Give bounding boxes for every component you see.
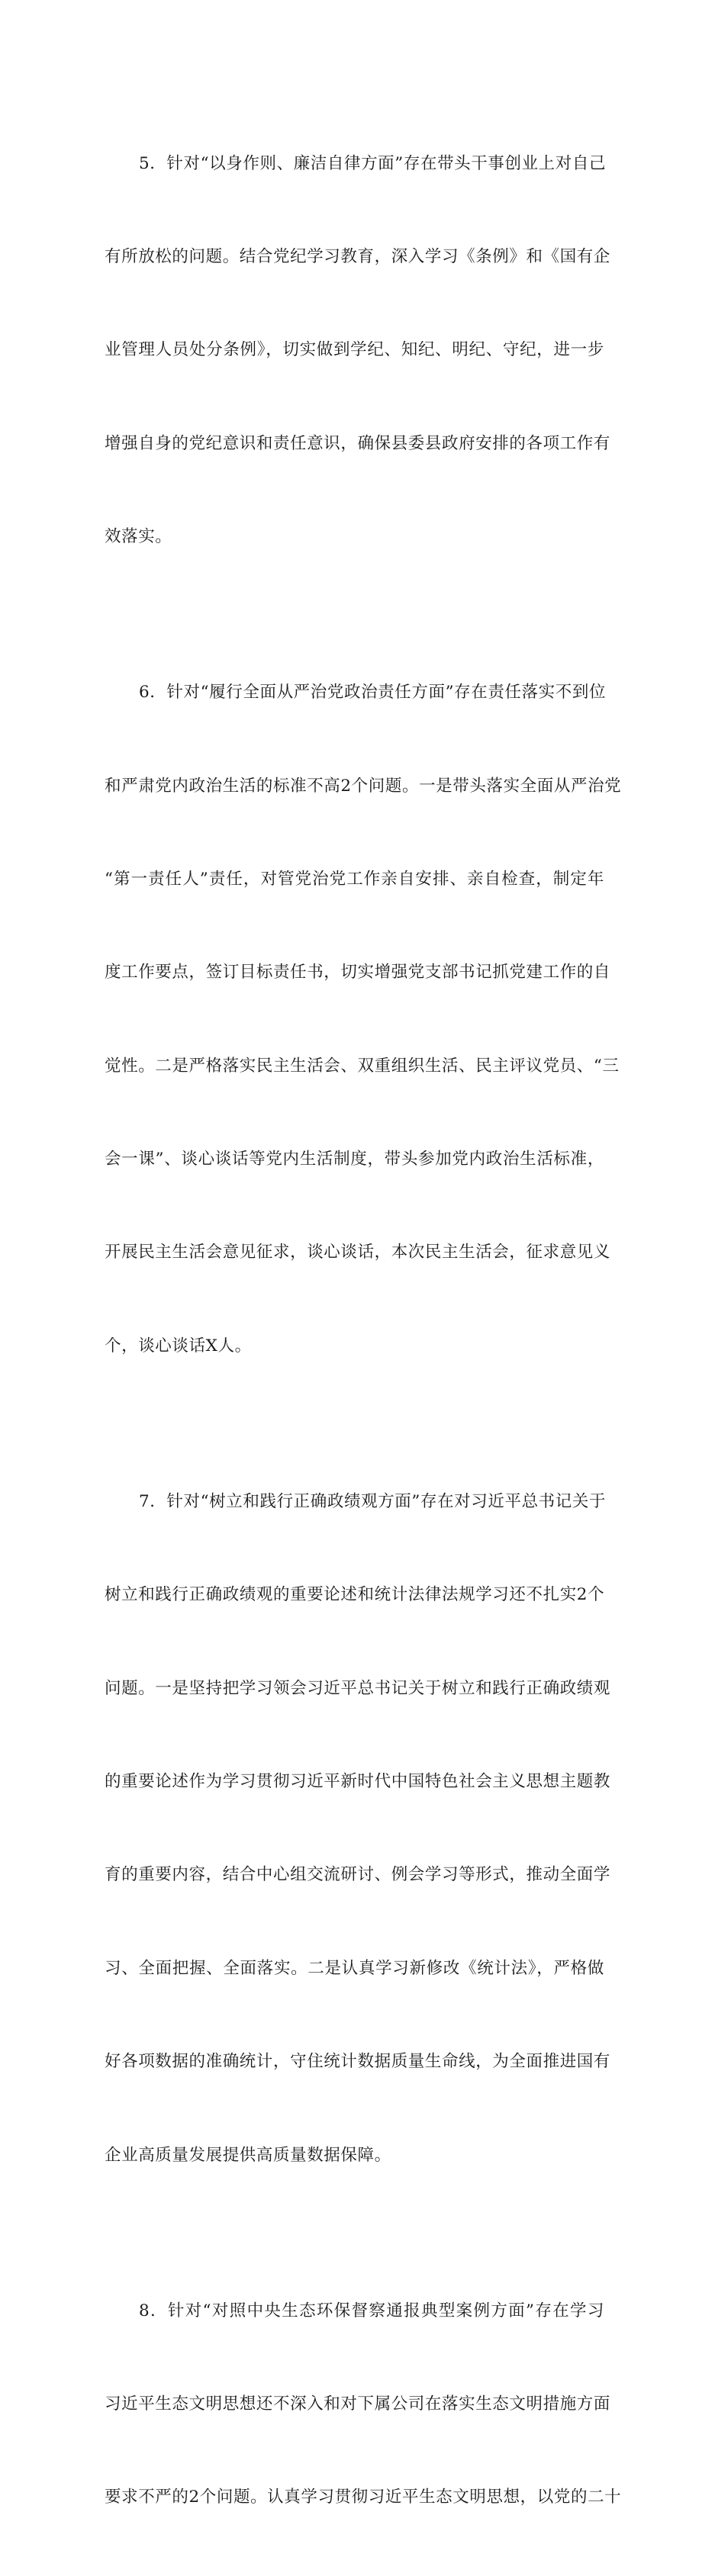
paragraph-item-7 [105,1424,611,2233]
text-line: 企业高质量发展提供高质量数据保障。 [105,2145,391,2165]
text-line: “第一责任人”责任，对管党治党工作亲自安排、亲自检查，制定年 [105,869,604,889]
text-line: 度工作要点，签订目标责任书，切实增强党支部书记抓党建工作的自 [105,963,611,982]
text-line: 5．针对“以身作则、廉洁自律方面”存在带头干事创业上对自己 [139,153,607,173]
text-line: 有所放松的问题。结合党纪学习教育，深入学习《条例》和《国有企 [105,246,611,266]
text-line: 7．针对“树立和践行正确政绩观方面”存在对习近平总书记关于 [139,1491,607,1511]
text-line: 增强自身的党纪意识和责任意识，确保县委县政府安排的各项工作有 [105,433,611,453]
text-line: 习近平生态文明思想还不深入和对下属公司在落实生态文明措施方面 [105,2394,611,2414]
text-line: 开展民主生活会意见征求，谈心谈话，本次民主生活会，征求意见义 [105,1243,611,1262]
text-line: 个，谈心谈话X人。 [105,1336,252,1356]
text-line: 效落实。 [105,527,172,547]
paragraph-item-6 [105,616,622,1425]
text-line: 习、全面把握、全面落实。二是认真学习新修改《统计法》，严格做 [105,1958,604,1978]
paragraph-item-8 [105,2233,622,2576]
text-line: 问题。一是坚持把学习领会习近平总书记关于树立和践行正确政绩观 [105,1678,611,1698]
text-line: 树立和践行正确政绩观的重要论述和统计法律法规学习还不扎实2个 [105,1585,605,1605]
paragraph-item-5 [105,86,611,616]
text-line: 好各项数据的准确统计，守住统计数据质量生命线，为全面推进国有 [105,2052,611,2072]
text-line: 和严肃党内政治生活的标准不高2个问题。一是带头落实全面从严治党 [105,776,622,796]
text-line: 8．针对“对照中央生态环保督察通报典型案例方面”存在学习 [139,2301,604,2320]
text-line: 的重要论述作为学习贯彻习近平新时代中国特色社会主义思想主题教 [105,1772,611,1792]
text-line: 业管理人员处分条例》，切实做到学纪、知纪、明纪、守纪，进一步 [105,340,604,360]
document-body [105,86,622,2576]
text-line: 觉性。二是严格落实民主生活会、双重组织生活、民主评议党员、“三 [105,1056,620,1076]
text-line: 育的重要内容，结合中心组交流研讨、例会学习等形式，推动全面学 [105,1865,611,1885]
text-line: 6．针对“履行全面从严治党政治责任方面”存在责任落实不到位 [139,683,607,703]
text-line: 要求不严的2个问题。认真学习贯彻习近平生态文明思想，以党的二十 [105,2488,622,2507]
text-line: 会一课”、谈心谈话等党内生活制度，带头参加党内政治生活标准， [105,1150,604,1169]
